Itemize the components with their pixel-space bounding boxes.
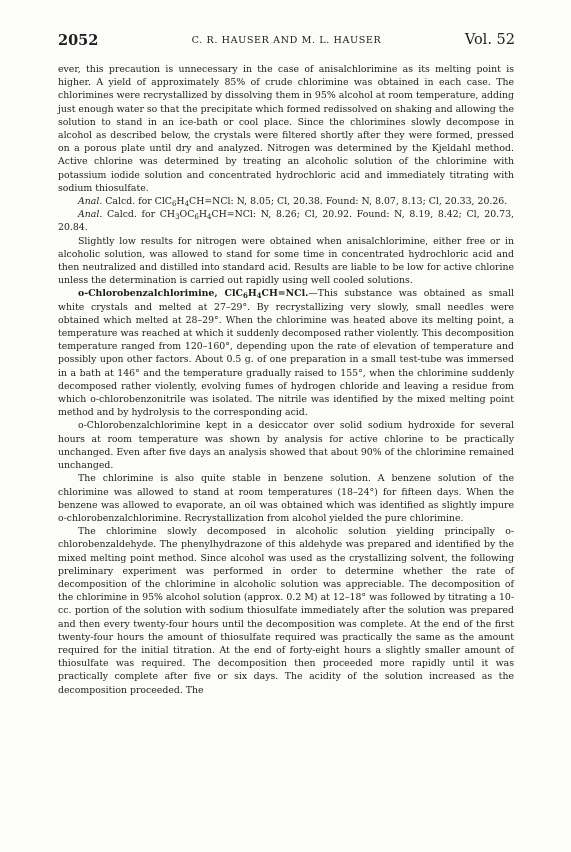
paragraph-6: The chlorimine slowly decomposed in alcoholic solution yielding principally o-chlorobenzaldehyde. The phenylhydrazone of this aldehyde was prepared and identified by the mixed melting point method. Since alcohol was used as the crystallizing solvent, the following preliminary experiment was performed in order to determine whether the rate of decomposition of the chlorimine in alcoholic solution was appreciable. The decomposition of the chlorimine in 95% alcohol solution (approx. 0.2 M) at 12–18° was followed by titrating a 10-cc. portion of the solution with sodium thiosulfate immediately after the solution was prepared and then every twenty-four hours until the decomposition was complete. At the end of the first twenty-four hours the amount of thiosulfate required was practically the same as the amount required for the initial titration. At the end of forty-eight hours a slightly smaller amount of thiosulfate was required. The decomposition then proceeded more rapidly until it was practically complete after five or six days. The acidity of the solution increased as the decomposition proceeded. The [58, 526, 514, 696]
subscript: 4 [206, 213, 212, 222]
analysis-line-1: Anal. Calcd. for $ClC_6H_4CH=NCl$: N, 8.05; Cl, 20.38. Found: N, 8.07, 8.13; Cl, 20.33, 20.26. [78, 196, 508, 209]
subscript: 4 [256, 291, 262, 301]
analysis-label: Anal. [78, 209, 103, 221]
subscript: 6 [194, 213, 199, 222]
paragraph-3-text: —This substance was obtained as small white crystals and melted at 27–29°. By recrystallizing very slowly, small needles were obtained which melted at 28–29°. When the chlorimine was heated above its melting point, a temperature was reached at which it suddenly decomposed rather violently. This decomposition temperature ranged from 120–160°, depending upon the rate of elevation of temperature and possibly upon other factors. About 0.5 g. of one preparation in a small test-tube was immersed in a bath at 146° and the temperature gradually raised to 155°, when the chlorimine suddenly decomposed rather violently, evolving fumes of hydrogen chloride and leaving a residue from which o-chlorobenzonitrile was isolated. The nitrile was identified by the mixed melting point method and by hydrolysis to the corresponding acid. [58, 288, 514, 419]
paragraph-5: The chlorimine is also quite stable in benzene solution. A benzene solution of the chlorimine was allowed to stand at room temperatures (18–24°) for fifteen days. When the benzene was allowed to evaporate, an oil was obtained which was identified as slightly impure o-chlorobenzalchlorimine. Recrystallization from alcohol yielded the pure chlorimine. [58, 473, 514, 524]
subscript: 6 [242, 291, 248, 301]
page-number: 2052 [58, 32, 99, 49]
volume-label: Vol. 52 [464, 32, 515, 48]
subscript: 4 [184, 200, 190, 209]
running-header [58, 32, 515, 52]
subscript: 3 [175, 213, 180, 222]
paragraph-1: ever, this precaution is unnecessary in the case of anisalchlorimine as its melting point is higher. A yield of approximately 85% of crude chlorimine was obtained in each case. The chlorimines were recrystallized by dissolving them in 95% alcohol at room temperature, adding just enough water so that the precipitate which formed redissolved on shaking and allowing the solution to stand in an ice-bath or cool place. Since the chlorimines slowly decompose in alcohol as described below, the crystals were filtered shortly after they were formed, pressed on a porous plate until dry and analyzed. Nitrogen was determined by the Kjeldahl method. Active chlorine was determined by treating an alcoholic solution of the chlorimine with potassium iodide solution and concentrated hydrochloric acid and immediately titrating with sodium thiosulfate. [58, 64, 514, 194]
subscript: 6 [171, 200, 177, 209]
analysis-text: Calcd. for CH [106, 209, 176, 221]
analysis-text-rest: CH=NCl: N, 8.26; Cl, 20.92. Found: N, 8.19, 8.42; Cl, 20.73, 20.84. [58, 209, 514, 234]
analysis-text-rest: CH=NCl: N, 8.05; Cl, 20.38. Found: N, 8.07, 8.13; Cl, 20.33, 20.26. [189, 196, 508, 208]
paragraph-3 [58, 287, 514, 419]
compound-heading: o-Chlorobenzalchlorimine, $ClC_6H_4CH=NCl$. [78, 288, 309, 301]
analysis-line-2: Anal. Calcd. for $CH_3OC_6H_4CH=NCl$: N, 8.26; Cl, 20.92. Found: N, 8.19, 8.42; Cl, 20.73, 20.84. [58, 209, 514, 234]
paragraph-4: o-Chlorobenzalchlorimine kept in a desiccator over solid sodium hydroxide for several hours at room temperature was shown by analysis for active chlorine to be practically unchanged. Even after five days an analysis showed that about 90% of the chlorimine remained unchanged. [58, 420, 514, 472]
compound-heading-rest: CH=NCl. [261, 288, 309, 300]
article-body [58, 63, 514, 697]
analysis-text-mid: OC [179, 209, 195, 221]
compound-heading-text: o-Chlorobenzalchlorimine, ClC [78, 288, 243, 300]
paragraph-2: Slightly low results for nitrogen were obtained when anisalchlorimine, either free or in alcoholic solution, was allowed to stand for some time in concentrated hydrochloric acid and then neutralized and distilled into standard acid. Results are liable to be low for active chlorine unless the determination is carried out rapidly using well cooled solutions. [58, 235, 514, 287]
analysis-label: Anal. [78, 196, 103, 208]
running-authors: C. R. HAUSER AND M. L. HAUSER [191, 35, 382, 46]
analysis-text: Calcd. for ClC [105, 196, 172, 208]
